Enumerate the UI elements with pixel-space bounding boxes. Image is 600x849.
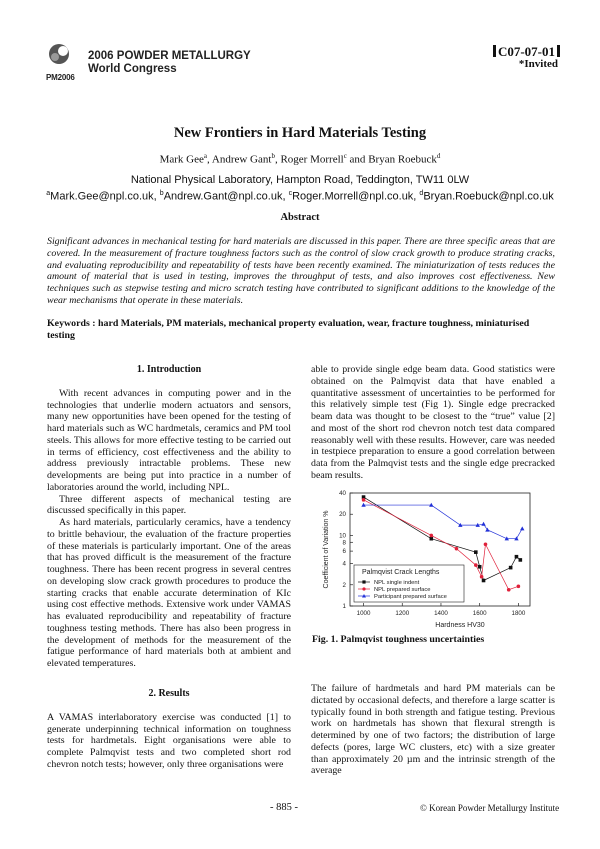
page-number: - 885 - bbox=[270, 802, 298, 813]
abstract-heading: Abstract bbox=[280, 212, 320, 223]
data-point-circle bbox=[362, 498, 366, 502]
email-address: Bryan.Roebuck@npl.co.uk bbox=[423, 190, 554, 203]
intro-heading: 1. Introduction bbox=[136, 364, 202, 375]
legend-marker-circle bbox=[362, 587, 365, 590]
left-column bbox=[47, 364, 291, 670]
series-line bbox=[364, 505, 523, 539]
data-point-circle bbox=[484, 542, 488, 546]
y-tick-label: 4 bbox=[342, 560, 346, 568]
data-point-circle bbox=[429, 534, 433, 538]
right-column-top bbox=[311, 364, 555, 482]
author-name: Mark Gee bbox=[159, 153, 204, 166]
email-mark: b bbox=[159, 190, 164, 197]
figure-caption: Fig. 1. Palmqvist toughness uncertainties bbox=[312, 634, 485, 645]
intro-paragraph: As hard materials, particularly ceramics, have a tendency to brittle behaviour, the evaluation of the fracture properties of these materials is particularly important. One of the areas that has proved difficult is the measurement of the fracture toughness. There has been recent progress in several centres on developing slow crack growth procedures to produce the starting cracks that enable accurate determination of KIc using cost effective methods. Extensive work under VAMAS has evaluated reproducibility and repeatability of fracture toughness testing methods. There has also been progress in the development of methods for the measurement of the fatigue performance of hard materials both at ambient and elevated temperatures. bbox=[47, 517, 291, 669]
email-address: Roger.Morrell@npl.co.uk, bbox=[292, 190, 420, 203]
data-point-circle bbox=[480, 575, 484, 579]
author-affiliation-mark: a bbox=[203, 152, 207, 160]
palmqvist-chart bbox=[316, 487, 550, 631]
y-tick-label: 8 bbox=[342, 539, 346, 547]
y-tick-label: 2 bbox=[342, 581, 346, 589]
data-point-square bbox=[482, 579, 486, 583]
data-point-circle bbox=[517, 585, 521, 589]
copyright: © Korean Powder Metallurgy Institute bbox=[420, 803, 560, 813]
invited-label: *Invited bbox=[518, 58, 558, 70]
keywords-label: Keywords : bbox=[47, 318, 99, 329]
x-tick-label: 1400 bbox=[434, 610, 448, 617]
conference-line-2: World Congress bbox=[88, 63, 177, 75]
data-point-square bbox=[474, 550, 478, 554]
email-mark: d bbox=[419, 190, 424, 197]
author-name: Andrew Gant bbox=[211, 153, 272, 166]
data-point-square bbox=[429, 537, 433, 541]
data-point-circle bbox=[455, 547, 459, 551]
x-tick-label: 1000 bbox=[356, 610, 371, 617]
legend-marker-square bbox=[362, 580, 365, 583]
y-tick-label: 6 bbox=[342, 548, 346, 556]
keywords bbox=[47, 318, 555, 342]
pm2006-logo-icon bbox=[46, 42, 74, 76]
logo-text: PM2006 bbox=[46, 73, 75, 82]
author-affiliation-mark: d bbox=[436, 152, 441, 160]
author-name: Bryan Roebuck bbox=[368, 153, 437, 166]
results-paragraph: A VAMAS interlaboratory exercise was conducted [1] to generate underpinning technical information on toughness tests for hardmetals. Eight organisations were able to complete Palmqvist tests and two completed short rod chevron notch tests; however, only three organisations were bbox=[47, 711, 291, 770]
data-point-square bbox=[519, 558, 523, 562]
email-list bbox=[0, 187, 600, 204]
author-affiliation-mark: c bbox=[343, 152, 347, 160]
x-tick-label: 1200 bbox=[395, 610, 410, 617]
data-point-square bbox=[515, 555, 519, 559]
x-tick-label: 1600 bbox=[472, 610, 487, 617]
data-point-circle bbox=[474, 563, 478, 567]
data-point-triangle bbox=[481, 522, 485, 526]
data-point-square bbox=[478, 565, 482, 569]
email-mark: a bbox=[46, 190, 51, 197]
keywords-text: hard Materials, PM materials, mechanical property evaluation, wear, fracture toughness, miniaturised testing bbox=[47, 318, 530, 341]
y-tick-label: 20 bbox=[339, 511, 346, 519]
email-mark: c bbox=[288, 190, 293, 197]
paper-title: New Frontiers in Hard Materials Testing bbox=[173, 125, 427, 141]
data-point-circle bbox=[507, 588, 511, 592]
y-tick-label: 1 bbox=[342, 603, 346, 610]
legend-entry: Participant prepared surface bbox=[374, 594, 447, 600]
legend-title: Palmqvist Crack Lengths bbox=[362, 569, 440, 576]
intro-paragraph: Three different aspects of mechanical testing are discussed specifically in this paper. bbox=[47, 493, 291, 517]
y-tick-label: 10 bbox=[339, 532, 346, 540]
x-tick-label: 1800 bbox=[511, 610, 526, 617]
right-paragraph-1: able to provide single edge beam data. Good statistics were obtained on the Palmqvist data that have enabled a quantitative assessment of uncertainties to be performed for this relatively simple test (Fig 1). Single edge precracked beam data was thought to be closest to the “true” value [2] and most of the short rod chevron notch test data compared reasonably well with these results. However, care was needed in testpiece preparation to ensure a good correlation between data from the Palmqvist tests and the single edge precracked beam results. bbox=[311, 364, 555, 481]
author-name: Roger Morrell bbox=[280, 153, 344, 166]
x-axis-label: Hardness HV30 bbox=[435, 622, 485, 629]
email-address: Mark.Gee@npl.co.uk, bbox=[50, 190, 160, 203]
conference-name bbox=[88, 50, 251, 76]
legend-entry: NPL single indent bbox=[374, 580, 420, 586]
email-address: Andrew.Gant@npl.co.uk, bbox=[163, 190, 289, 203]
conference-line-1: 2006 POWDER METALLURGY bbox=[88, 50, 251, 62]
data-point-square bbox=[509, 566, 513, 570]
results-heading: 2. Results bbox=[148, 688, 190, 699]
right-column-bottom bbox=[311, 683, 555, 777]
y-tick-label: 40 bbox=[339, 490, 346, 497]
chart-svg bbox=[316, 487, 550, 631]
results-section bbox=[47, 688, 291, 771]
abstract-text: Significant advances in mechanical testing for hard materials are discussed in this paper. There are three specific areas that are covered. In the measurement of fracture toughness factors such as the control of slow crack growth to produce strating cracks, and evaluating reproducibility and repeatability of tests have been recently examined. The miniaturization of tests reduces the amount of material that is used in testing, improves the throughput of tests, and also improves cost effectiveness. New techniques such as stepwise testing and micro scratch testing have contributed to significant additions to the knowledge of the wear mechanisms that operate in these materials. bbox=[47, 236, 555, 306]
affiliation: National Physical Laboratory, Hampton Road, Teddington, TW11 0LW bbox=[130, 174, 470, 186]
intro-paragraph: With recent advances in computing power and in the technologies that underlie modern actuators and sensors, many new opportunities have been opened for the testing of hard materials such as WC hardmetals, ceramics and PM tool steels. This allows for more effective testing to be carried out in terms of efficiency, cost effectiveness and the ability to address previously intractable problems. These new developments are being put into practice in a number of laboratories around the world, including NPL. bbox=[47, 387, 291, 493]
legend-entry: NPL prepared surface bbox=[374, 587, 431, 593]
affiliation-block bbox=[0, 174, 600, 204]
y-axis-label: Coefficient of Variation % bbox=[323, 510, 330, 589]
author-list: Mark Gee$^a$, Andrew Gant$^b$, Roger Morrell$^c$ and Bryan Roebuck$^d$ bbox=[159, 152, 441, 166]
paper-code-text: C07-07-01 bbox=[497, 44, 555, 59]
right-paragraph-2: The failure of hardmetals and hard PM materials can be dictated by occasional defects, and therefore a large scatter is typically found in both strength and fatigue testing. Previous work on hardmetals has shown that flexural strength is determined by one of two factors; the distribution of large defects (pores, large WC clusters, etc) with a size greater than approximately 20 µm and the intrinsic strength of the average bbox=[311, 683, 555, 777]
data-point-triangle bbox=[520, 526, 524, 530]
author-affiliation-mark: b bbox=[271, 152, 275, 160]
